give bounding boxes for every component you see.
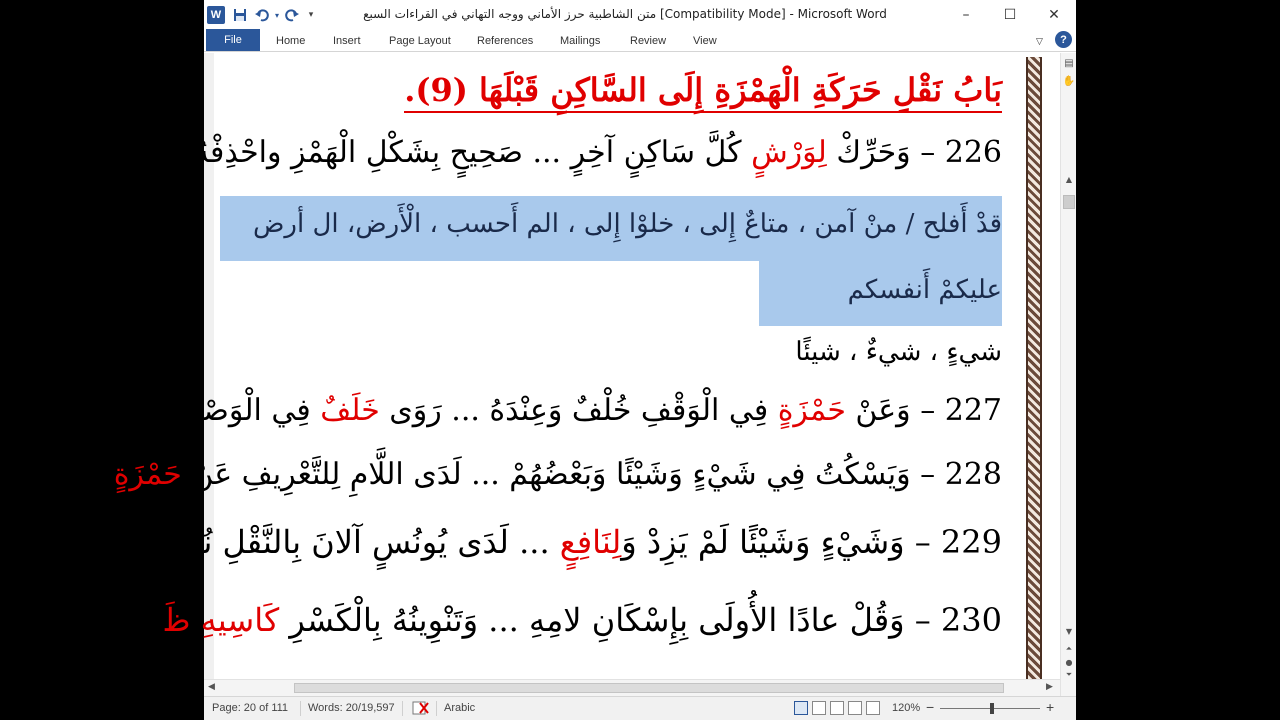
verse-229 (168, 523, 1002, 561)
verse-text: كُلَّ سَاكِنٍ آخِرٍ ... صَحِيحٍ بِشَكْلِ الْهَمْزِ واحْذِفْهُ مُسْهِلاَ (109, 135, 752, 170)
divider (402, 701, 403, 716)
note-line: قدْ أَفلح / منْ آمن ، متاعٌ إِلى ، خلوْا إِلى ، الم أَحسب ، الْأَرض، ال أرض (252, 209, 1002, 239)
verse-text: 230 – وَقُلْ عادًا الأُولَى بِإِسْكَانِ لامِهِ ... وَتَنْوِينُهُ بِالْكَسْرِ (279, 601, 1002, 639)
minimize-button[interactable]: – (962, 7, 970, 23)
title-bar (204, 0, 1076, 30)
tab-page-layout[interactable]: Page Layout (389, 35, 451, 47)
horizontal-scroll-thumb[interactable] (294, 683, 1004, 693)
word-count[interactable]: Words: 20/19,597 (308, 702, 395, 714)
horizontal-scrollbar[interactable] (204, 679, 1060, 696)
word-window (42, 0, 1076, 720)
verse-230 (135, 601, 1002, 639)
tab-insert[interactable]: Insert (333, 35, 361, 47)
tab-mailings[interactable]: Mailings (560, 35, 601, 47)
verse-226 (110, 135, 1002, 170)
maximize-button[interactable]: ☐ (1003, 7, 1017, 23)
verse-text: 226 – وَحَرِّكْ (826, 135, 1002, 170)
document-area (42, 53, 1076, 696)
verse-text: ... لَدَى يُونُسٍ آلانَ بِالنَّقْلِ نُقِّلَا (168, 523, 560, 561)
verse-text: فِي الْوَقْفِ خُلْفٌ وَعِنْدَهُ ... رَوَى (379, 393, 778, 428)
zoom-in-button[interactable]: + (1046, 699, 1055, 715)
web-layout-icon[interactable] (830, 701, 844, 715)
scroll-left-icon[interactable]: ◀ (208, 682, 215, 692)
previous-page-icon[interactable]: ⏶ (1065, 644, 1073, 653)
page-border-decoration (1026, 57, 1042, 683)
scroll-up-icon[interactable]: ▲ (1065, 174, 1073, 184)
hand-icon[interactable]: ✋ (1062, 75, 1076, 87)
section-heading: بَابُ نَقْلِ حَرَكَةِ الْهَمْزَةِ إِلَى السَّاكِنِ قَبْلَهَا (9). (404, 71, 1002, 113)
verse-text: لَّلَا (135, 601, 165, 639)
reader-name: خَلَفٌ (320, 393, 380, 428)
divider (300, 701, 301, 716)
word-app-icon[interactable]: W (207, 6, 225, 24)
undo-icon[interactable] (254, 6, 270, 24)
reader-name: لِوَرْشٍ (751, 135, 827, 170)
outline-view-icon[interactable] (848, 701, 862, 715)
page-count[interactable]: Page: 20 of 111 (212, 702, 289, 714)
reader-name: لِنَافِعٍ (559, 523, 622, 561)
tab-review[interactable]: Review (630, 35, 667, 47)
ribbon-collapse-icon[interactable]: ▽ (1036, 35, 1043, 46)
verse-text: 229 – وَشَيْءٍ وَشَيْئًا لَمْ يَزِدْ وَ (621, 523, 1002, 561)
undo-dropdown-icon[interactable]: ▾ (274, 10, 279, 20)
verse-text: تَلَا (77, 457, 114, 492)
verse-text: 227 – وَعَنْ (845, 393, 1002, 428)
verse-text: 228 – وَيَسْكُتُ فِي شَيْءٍ وَشَيْئًا وَبَعْضُهُمْ ... لَدَى اللَّامِ لِلتَّعْرِيفِ عَنْ (181, 457, 1002, 492)
tab-references[interactable]: References (477, 35, 534, 47)
close-button[interactable]: ✕ (1048, 7, 1060, 23)
window-title: متن الشاطبية حرز الأماني ووجه التهاني في القراءات السبع [Compatibility Mode] - Microsoft Word (363, 7, 887, 21)
customize-qat-icon[interactable]: ▾ (308, 10, 314, 20)
vertical-scrollbar[interactable] (1060, 53, 1076, 696)
help-icon[interactable]: ? (1055, 31, 1072, 48)
note-line: شيءٍ ، شيءٌ ، شيئًا (795, 337, 1002, 367)
zoom-out-button[interactable]: − (926, 699, 935, 715)
reader-name: كَاسِيهِ ظَ (164, 601, 280, 639)
vertical-scroll-thumb[interactable] (1063, 195, 1075, 209)
full-screen-reading-icon[interactable] (812, 701, 826, 715)
reader-name: حَمْزَةٍ (777, 393, 846, 428)
tab-view[interactable]: View (693, 35, 717, 47)
verse-text: فِي الْوَصْلِ سَكْتًا مُقَلَّلَا (42, 393, 321, 428)
verse-227 (43, 393, 1002, 428)
verse-228 (78, 457, 1002, 492)
scroll-down-icon[interactable]: ▼ (1065, 626, 1073, 636)
redo-icon[interactable] (284, 6, 300, 24)
print-layout-view-icon[interactable] (794, 701, 808, 715)
scroll-right-icon[interactable]: ▶ (1046, 682, 1053, 692)
status-bar (204, 696, 1076, 720)
ribbon-tabs (204, 28, 1076, 52)
draft-view-icon[interactable] (866, 701, 880, 715)
note-line: عليكمْ أَنفسكم (847, 275, 1002, 305)
tab-home[interactable]: Home (276, 35, 306, 47)
save-icon[interactable] (232, 6, 248, 24)
zoom-slider-handle[interactable] (990, 703, 994, 714)
language-indicator[interactable]: Arabic (444, 702, 476, 714)
tab-file[interactable]: File (206, 29, 260, 51)
browse-object-icon[interactable]: ● (1065, 657, 1073, 667)
reader-name: حَمْزَةٍ (113, 457, 182, 492)
divider (436, 701, 437, 716)
zoom-level[interactable]: 120% (892, 702, 921, 714)
next-page-icon[interactable]: ⏷ (1065, 670, 1073, 679)
ruler-toggle-icon[interactable]: ▤ (1064, 57, 1074, 69)
document-page[interactable] (42, 53, 1024, 683)
proofing-icon[interactable] (412, 700, 430, 719)
